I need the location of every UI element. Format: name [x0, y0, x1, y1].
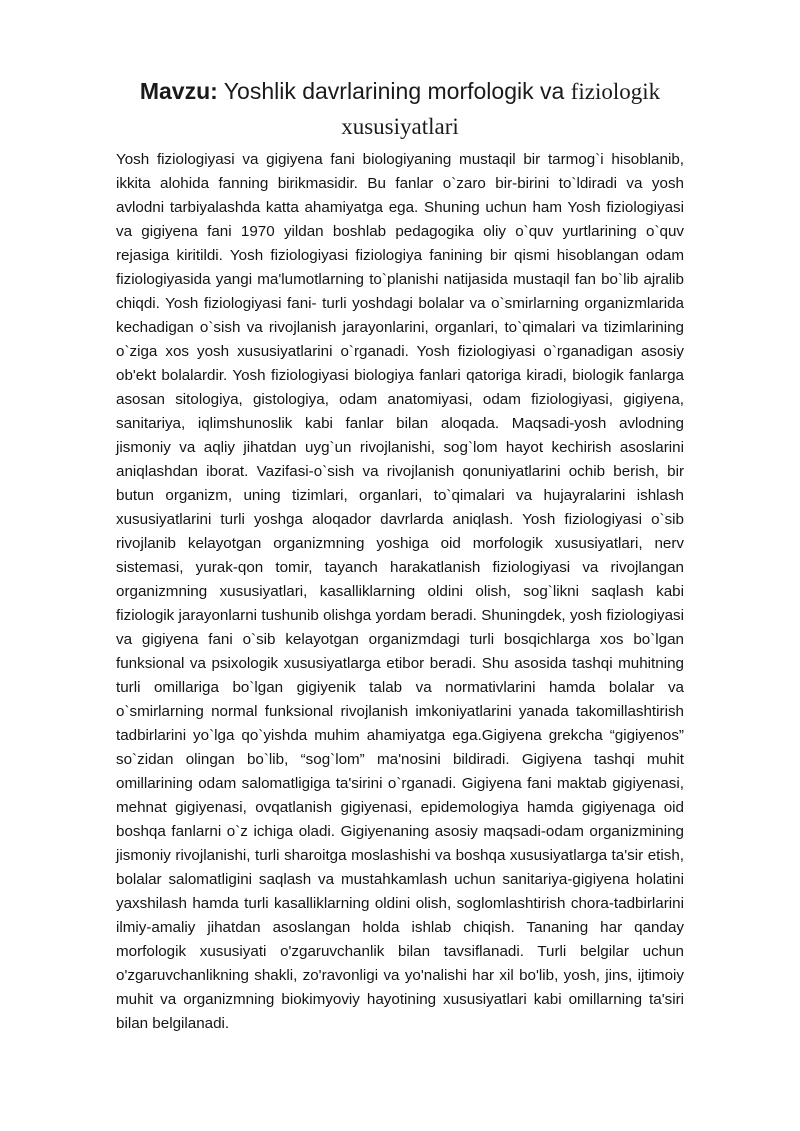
- document-body: [116, 148, 684, 1036]
- document-title: [116, 74, 684, 144]
- title-text-part2: fiziologik xususiyatlari: [341, 79, 661, 139]
- title-text-part1: Yoshlik davrlarining morfologik va: [223, 78, 565, 104]
- title-label: Mavzu:: [139, 78, 218, 104]
- body-paragraph: Yosh fiziologiyasi va gigiyena fani biologiyaning mustaqil bir tarmog`i hisoblanib, ikkita alohida fanning birikmasidir. Bu fanlar o`zaro bir-birini to`ldiradi va yosh avlodni tarbiyalashda katta ahamiyatga ega. Shuning uchun ham Yosh fiziologiyasi va gigiyena fani 1970 yildan boshlab pedagogika oliy o`quv yurtlarining o`quv rejasiga kiritildi. Yosh fiziologiyasi fiziologiya fanining bir qismi hisoblangan odam fiziologiyasida yangi ma'lumotlarning to`planishi natijasida mustaqil fan bo`lib ajralib chiqdi. Yosh fiziologiyasi fani- turli yoshdagi bolalar va o`smirlarning organizmlarida kechadigan o`sish va rivojlanish jarayonlarini, organlari, to`qimalari va tizimlarining o`ziga xos yosh xususiyatlarini o`rganadi. Yosh fiziologiyasi o`rganadigan asosiy ob'ekt bolalardir. Yosh fiziologiyasi biologiya fanlari qatoriga kiradi, biologik fanlarga asosan sitologiya, gistologiya, odam anatomiyasi, odam fiziologiyasi, gigiyena, sanitariya, iqlimshunoslik kabi fanlar bilan aloqada. Maqsadi-yosh avlodning jismoniy va aqliy jihatdan uyg`un rivojlanishi, sog`lom hayot kechirish asoslarini aniqlashdan iborat. Vazifasi-o`sish va rivojlanish qonuniyatlarini ochib berish, bir butun organizm, uning tizimlari, organlari, to`qimalari va hujayralarini ishlash xususiyatlarini turli yoshga aloqador davrlarda aniqlash. Yosh fiziologiyasi o`sib rivojlanib kelayotgan organizmning yoshiga oid morfologik xususiyatlari, nerv sistemasi, yurak-qon tomir, tayanch harakatlanish fiziologiyasi va rivojlangan organizmning xususiyatlari, kasalliklarning oldini olish, sog`likni saqlash kabi fiziologik jarayonlarni tushunib olishga yordam beradi. Shuningdek, yosh fiziologiyasi va gigiyena fani o`sib kelayotgan organizmdagi turli bosqichlarga xos bo`lgan funksional va psixologik xususiyatlarga etibor beradi. Shu asosida tashqi muhitning turli omillariga bo`lgan gigiyenik talab va normativlarini hamda bolalar va o`smirlarning normal funksional rivojlanish imkoniyatlarini yanada takomillashtirish tadbirlarini yo`lga qo`yishda muhim ahamiyatga ega.Gigiyena grekcha “gigiyenos” so`zidan olingan bo`lib, “sog`lom” ma'nosini bildiradi. Gigiyena tashqi muhit omillarining odam salomatligiga ta'sirini o`rganadi. Gigiyena fani maktab gigiyenasi, mehnat gigiyenasi, ovqatlanish gigiyenasi, epidemologiya hamda gigiyenaga oid boshqa fanlarni o`z ichiga oladi. Gigiyenaning asosiy maqsadi-odam organizmining jismoniy rivojlanishi, turli sharoitga moslashishi va boshqa xususiyatlarga ta'sir etish, bolalar salomatligini saqlash va mustahkamlash uchun sanitariya-gigiyena holatini yaxshilash hamda turli kasalliklarning oldini olish, soglomlashtirish chora-tadbirlarini ilmiy-amaliy jihatdan asoslangan holda ishlab chiqish. Tananing har qanday morfologik xususiyati o'zgaruvchanlik bilan tavsiflanadi. Turli belgilar uchun o'zgaruvchanlikning shakli, zo'ravonligi va yo'nalishi har xil bo'lib, yosh, jins, ijtimoiy muhit va organizmning biokimyoviy hayotining xususiyatlari kabi omillarning ta'siri bilan belgilanadi.: [116, 151, 684, 1032]
